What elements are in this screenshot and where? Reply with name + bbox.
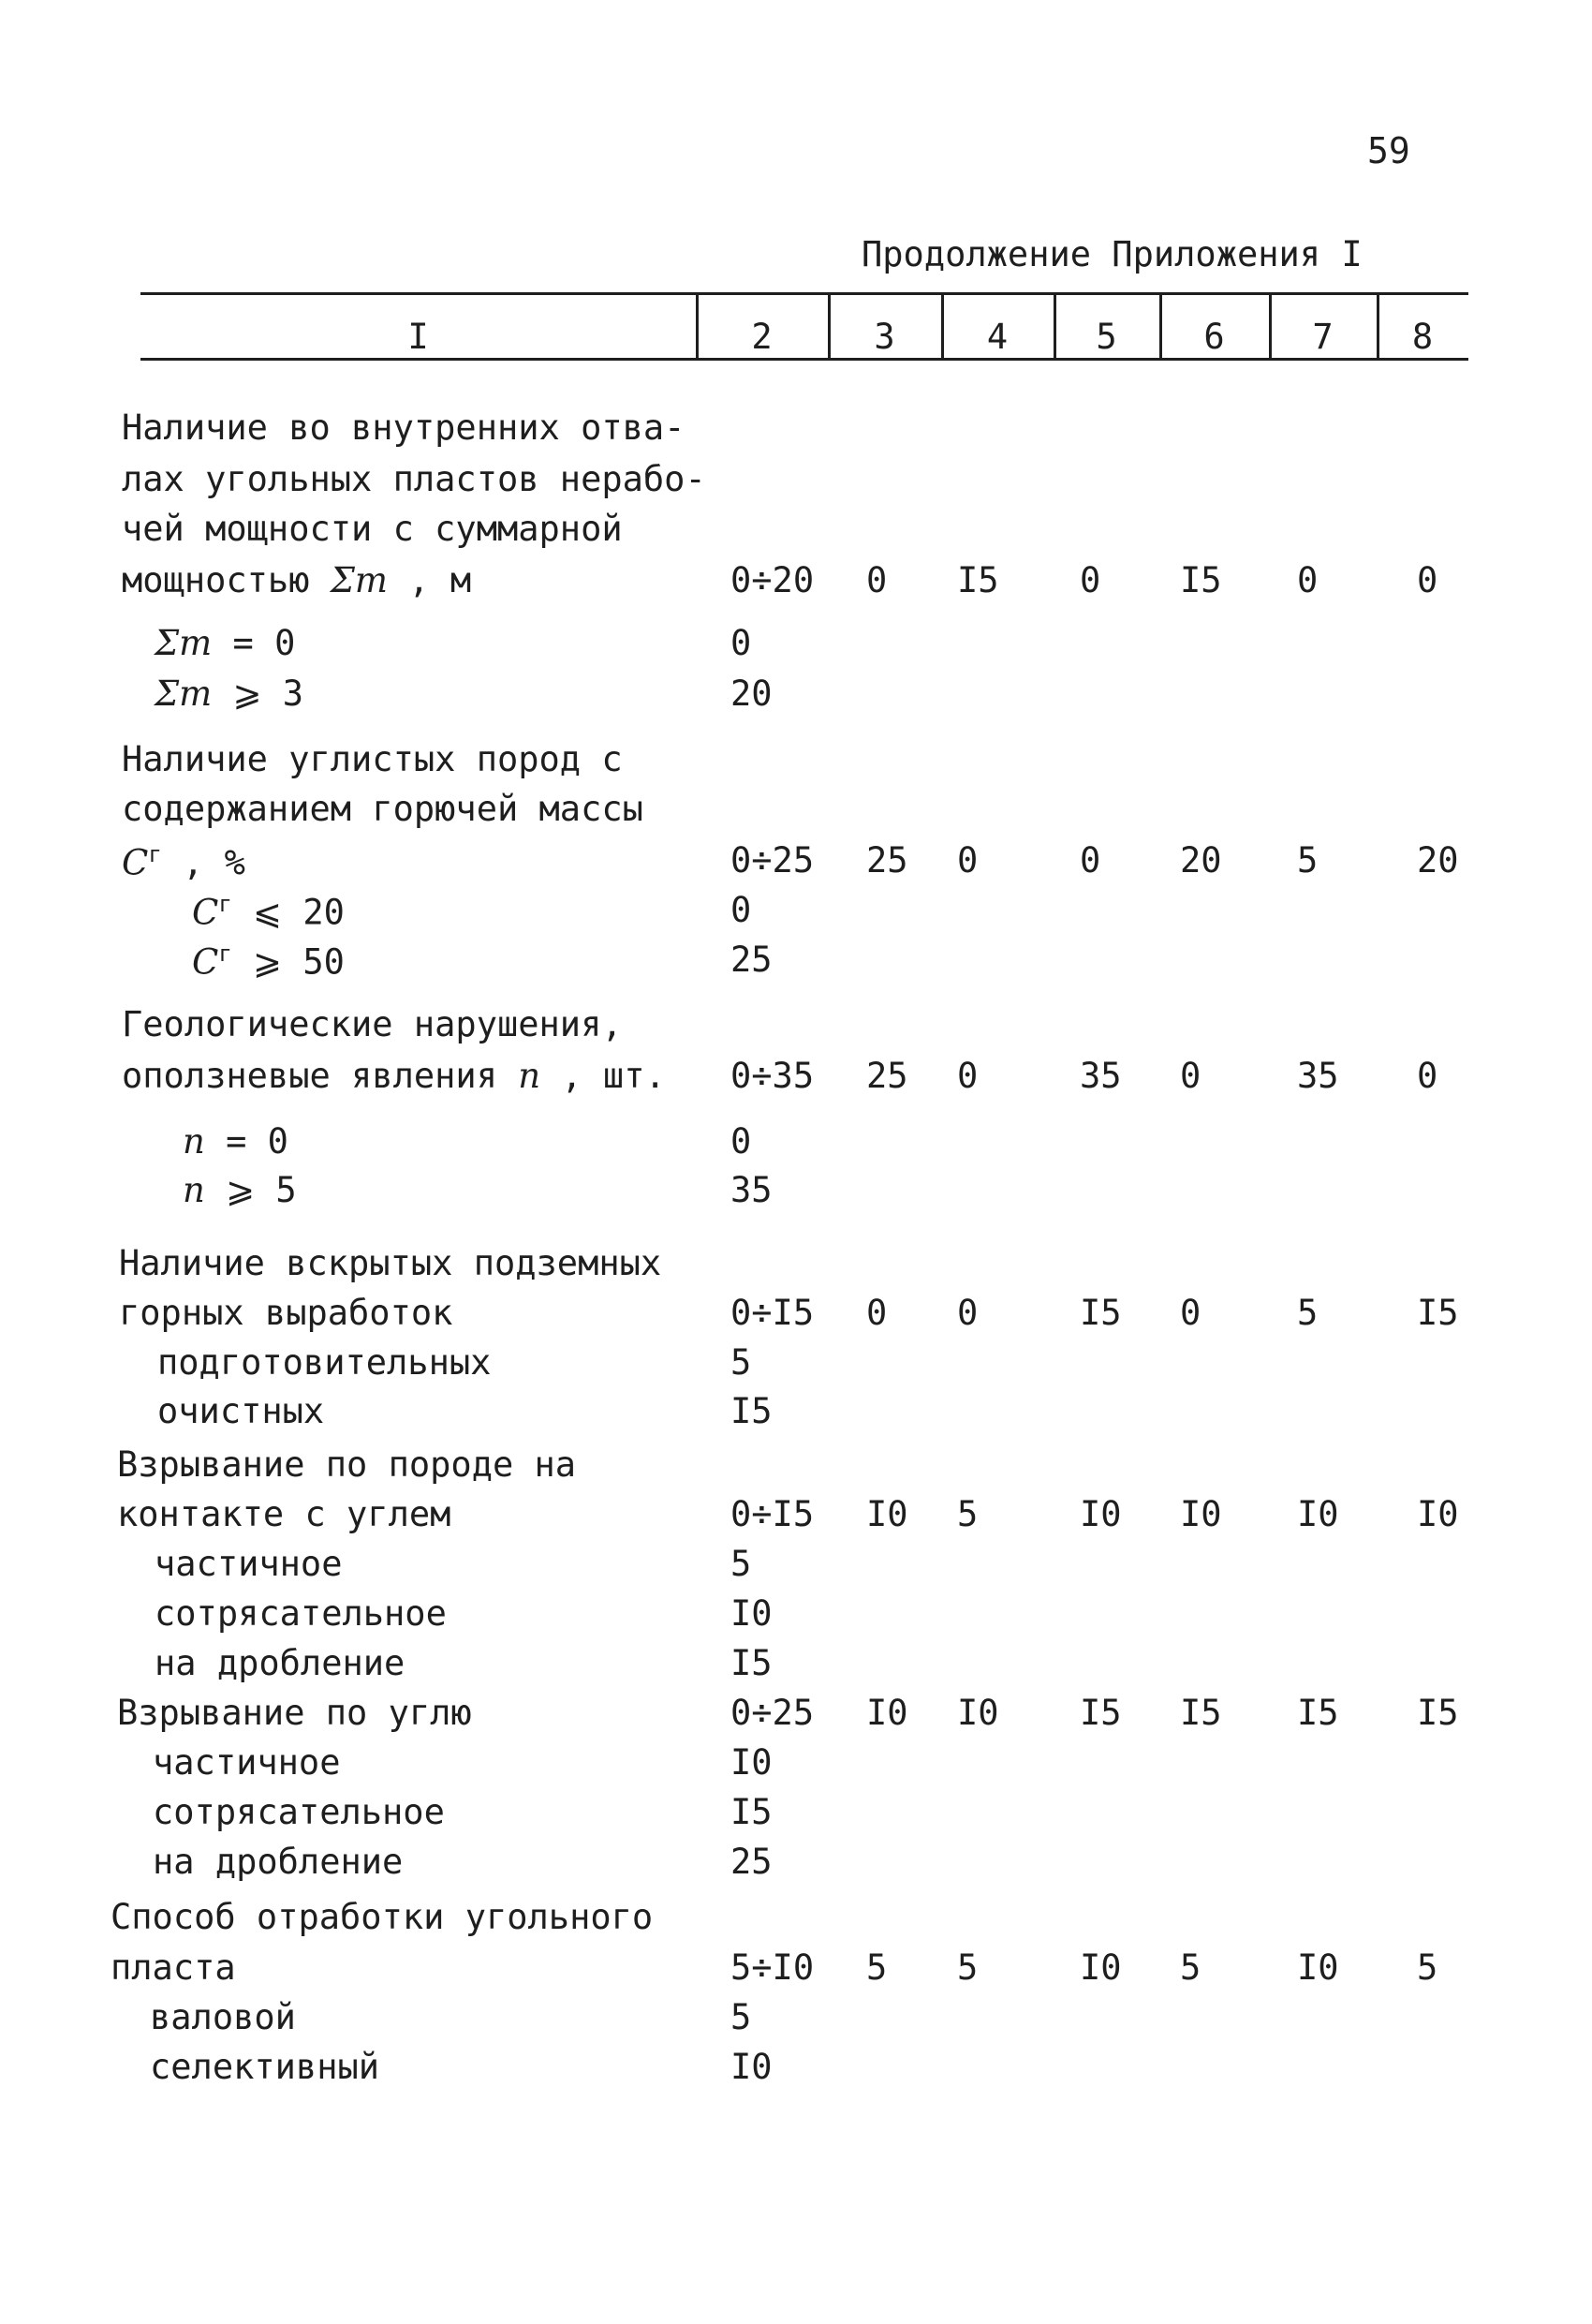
parameter-row-label (117, 1494, 451, 1534)
condition-score: I5 (730, 1792, 773, 1832)
value-cell: I5 (1080, 1693, 1122, 1733)
condition-text: ⩾ 50 (231, 941, 345, 983)
value-cell: I0 (1080, 1947, 1122, 1988)
condition-score: I0 (730, 2047, 773, 2087)
condition-label (183, 1170, 297, 1210)
condition-label: частичное (153, 1742, 341, 1783)
value-cell: 20 (1180, 840, 1222, 881)
condition-text: ⩾ 3 (212, 674, 304, 714)
value-cell: I5 (957, 560, 999, 600)
parameter-label: оползневые явления (122, 1056, 519, 1096)
parameter-row-label (122, 560, 472, 600)
header-cell: 4 (986, 317, 1009, 357)
value-cell: 0 (866, 1293, 888, 1333)
value-cell: 5 (957, 1494, 979, 1534)
parameter-label: контакте с углем (117, 1494, 451, 1534)
parameter-title-line: Наличие во внутренних отва- (122, 407, 685, 448)
condition-text: = 0 (204, 1121, 288, 1162)
value-cell: 0 (1080, 560, 1101, 600)
value-cell: 5 (1297, 1293, 1319, 1333)
header-cell: 6 (1203, 317, 1225, 357)
parameter-row-label (117, 1693, 472, 1733)
condition-score: I0 (730, 1593, 773, 1634)
condition-label: на дробление (153, 1842, 404, 1882)
condition-score: 5 (730, 1342, 752, 1383)
condition-text: ⩽ 20 (231, 892, 345, 933)
condition-label: частичное (155, 1544, 343, 1584)
value-cell: 0 (1417, 1056, 1438, 1096)
value-cell: I5 (1417, 1693, 1459, 1733)
parameter-unit: , шт. (540, 1056, 666, 1096)
range-cell: 5÷I0 (730, 1947, 815, 1988)
value-cell: 5 (957, 1947, 979, 1988)
condition-label: на дробление (155, 1643, 405, 1683)
header-bottom-rule (140, 358, 1468, 361)
math-superscript: г (218, 940, 232, 967)
parameter-title-line: лах угольных пластов нерабо- (122, 459, 706, 499)
math-symbol: n (183, 1170, 205, 1210)
condition-score: 25 (730, 1842, 773, 1882)
value-cell: 25 (866, 840, 908, 881)
range-cell: 0÷20 (730, 560, 815, 600)
parameter-unit: , % (161, 842, 245, 883)
parameter-label: горных выработок (119, 1293, 453, 1333)
condition-score: 5 (730, 1544, 752, 1584)
value-cell: 0 (1080, 840, 1101, 881)
range-cell: 0÷I5 (730, 1293, 815, 1333)
value-cell: I5 (1180, 560, 1222, 600)
table-caption: Продолжение Приложения I (862, 234, 1363, 274)
value-cell: I0 (1180, 1494, 1222, 1534)
value-cell: 0 (957, 1293, 979, 1333)
condition-score: 35 (730, 1170, 773, 1210)
condition-label: селективный (150, 2047, 380, 2087)
value-cell: 5 (866, 1947, 888, 1988)
range-cell: 0÷35 (730, 1056, 815, 1096)
value-cell: I0 (1297, 1947, 1339, 1988)
parameter-row-label (122, 1056, 666, 1096)
header-cell: I (407, 317, 429, 357)
parameter-title-line: Наличие углистых пород с (122, 739, 623, 779)
condition-label: сотрясательное (153, 1792, 445, 1832)
math-symbol: n (183, 1121, 205, 1162)
value-cell: 0 (1417, 560, 1438, 600)
value-cell: I5 (1180, 1693, 1222, 1733)
condition-score: I5 (730, 1391, 773, 1431)
value-cell: I0 (1297, 1494, 1339, 1534)
condition-label (155, 623, 296, 663)
parameter-superscript: г (148, 841, 162, 867)
condition-label: подготовительных (157, 1342, 492, 1383)
condition-label: сотрясательное (155, 1593, 447, 1634)
header-cell: 5 (1096, 317, 1117, 357)
value-cell: 25 (866, 1056, 908, 1096)
value-cell: 5 (1180, 1947, 1201, 1988)
parameter-title-line: чей мощности с суммарной (122, 509, 623, 549)
parameter-label: пласта (111, 1947, 236, 1988)
value-cell: I0 (1417, 1494, 1459, 1534)
math-symbol: Σm (155, 674, 213, 714)
parameter-title-line: Геологические нарушения, (122, 1004, 623, 1044)
condition-label: валовой (150, 1997, 296, 2037)
value-cell: 0 (1180, 1293, 1201, 1333)
condition-label: очистных (157, 1391, 325, 1431)
parameter-title-line: Наличие вскрытых подземных (119, 1243, 662, 1283)
parameter-unit: , м (388, 560, 472, 600)
condition-score: 0 (730, 890, 752, 930)
value-cell: I0 (866, 1693, 908, 1733)
condition-score: 20 (730, 674, 773, 714)
condition-score: 5 (730, 1997, 752, 2037)
value-cell: I0 (866, 1494, 908, 1534)
value-cell: 35 (1080, 1056, 1122, 1096)
value-cell: I5 (1080, 1293, 1122, 1333)
parameter-label: Взрывание по углю (117, 1693, 472, 1733)
value-cell: I5 (1417, 1293, 1459, 1333)
parameter-title-line: Взрывание по породе на (117, 1444, 577, 1485)
value-cell: I5 (1297, 1693, 1339, 1733)
value-cell: 0 (957, 840, 979, 881)
parameter-symbol: Σm (330, 560, 389, 600)
parameter-symbol: C (122, 842, 149, 883)
value-cell: 0 (957, 1056, 979, 1096)
page-number: 59 (1367, 130, 1410, 171)
math-symbol: Σm (155, 623, 213, 663)
value-cell: 0 (866, 560, 888, 600)
condition-label (192, 891, 345, 933)
header-cell: 2 (751, 317, 773, 357)
range-cell: 0÷I5 (730, 1494, 815, 1534)
value-cell: 20 (1417, 840, 1459, 881)
condition-text: = 0 (212, 623, 296, 663)
condition-score: 0 (730, 623, 752, 663)
parameter-symbol: n (518, 1056, 541, 1096)
range-cell: 0÷25 (730, 840, 815, 881)
header-cell: 8 (1411, 317, 1434, 357)
parameter-row-label (111, 1947, 236, 1988)
value-cell: 0 (1180, 1056, 1201, 1096)
value-cell: 5 (1297, 840, 1319, 881)
condition-score: 25 (730, 940, 773, 980)
condition-score: 0 (730, 1121, 752, 1162)
value-cell: I0 (957, 1693, 999, 1733)
parameter-title-line: Способ отработки угольного (111, 1897, 654, 1937)
parameter-label: мощностью (122, 560, 331, 600)
value-cell: 5 (1417, 1947, 1438, 1988)
condition-text: ⩾ 5 (204, 1170, 297, 1210)
condition-score: I0 (730, 1742, 773, 1783)
range-cell: 0÷25 (730, 1693, 815, 1733)
condition-label (155, 674, 304, 714)
parameter-row-label (122, 841, 245, 883)
value-cell: I0 (1080, 1494, 1122, 1534)
parameter-title-line: содержанием горючей массы (122, 789, 643, 829)
header-cell: 7 (1312, 317, 1334, 357)
value-cell: 0 (1297, 560, 1319, 600)
condition-label (183, 1121, 288, 1162)
header-cell: 3 (874, 317, 895, 357)
parameter-row-label (119, 1293, 453, 1333)
math-superscript: г (218, 891, 232, 917)
math-symbol: C (192, 941, 219, 983)
condition-label (192, 940, 345, 983)
condition-score: I5 (730, 1643, 773, 1683)
value-cell: 35 (1297, 1056, 1339, 1096)
math-symbol: C (192, 892, 219, 933)
